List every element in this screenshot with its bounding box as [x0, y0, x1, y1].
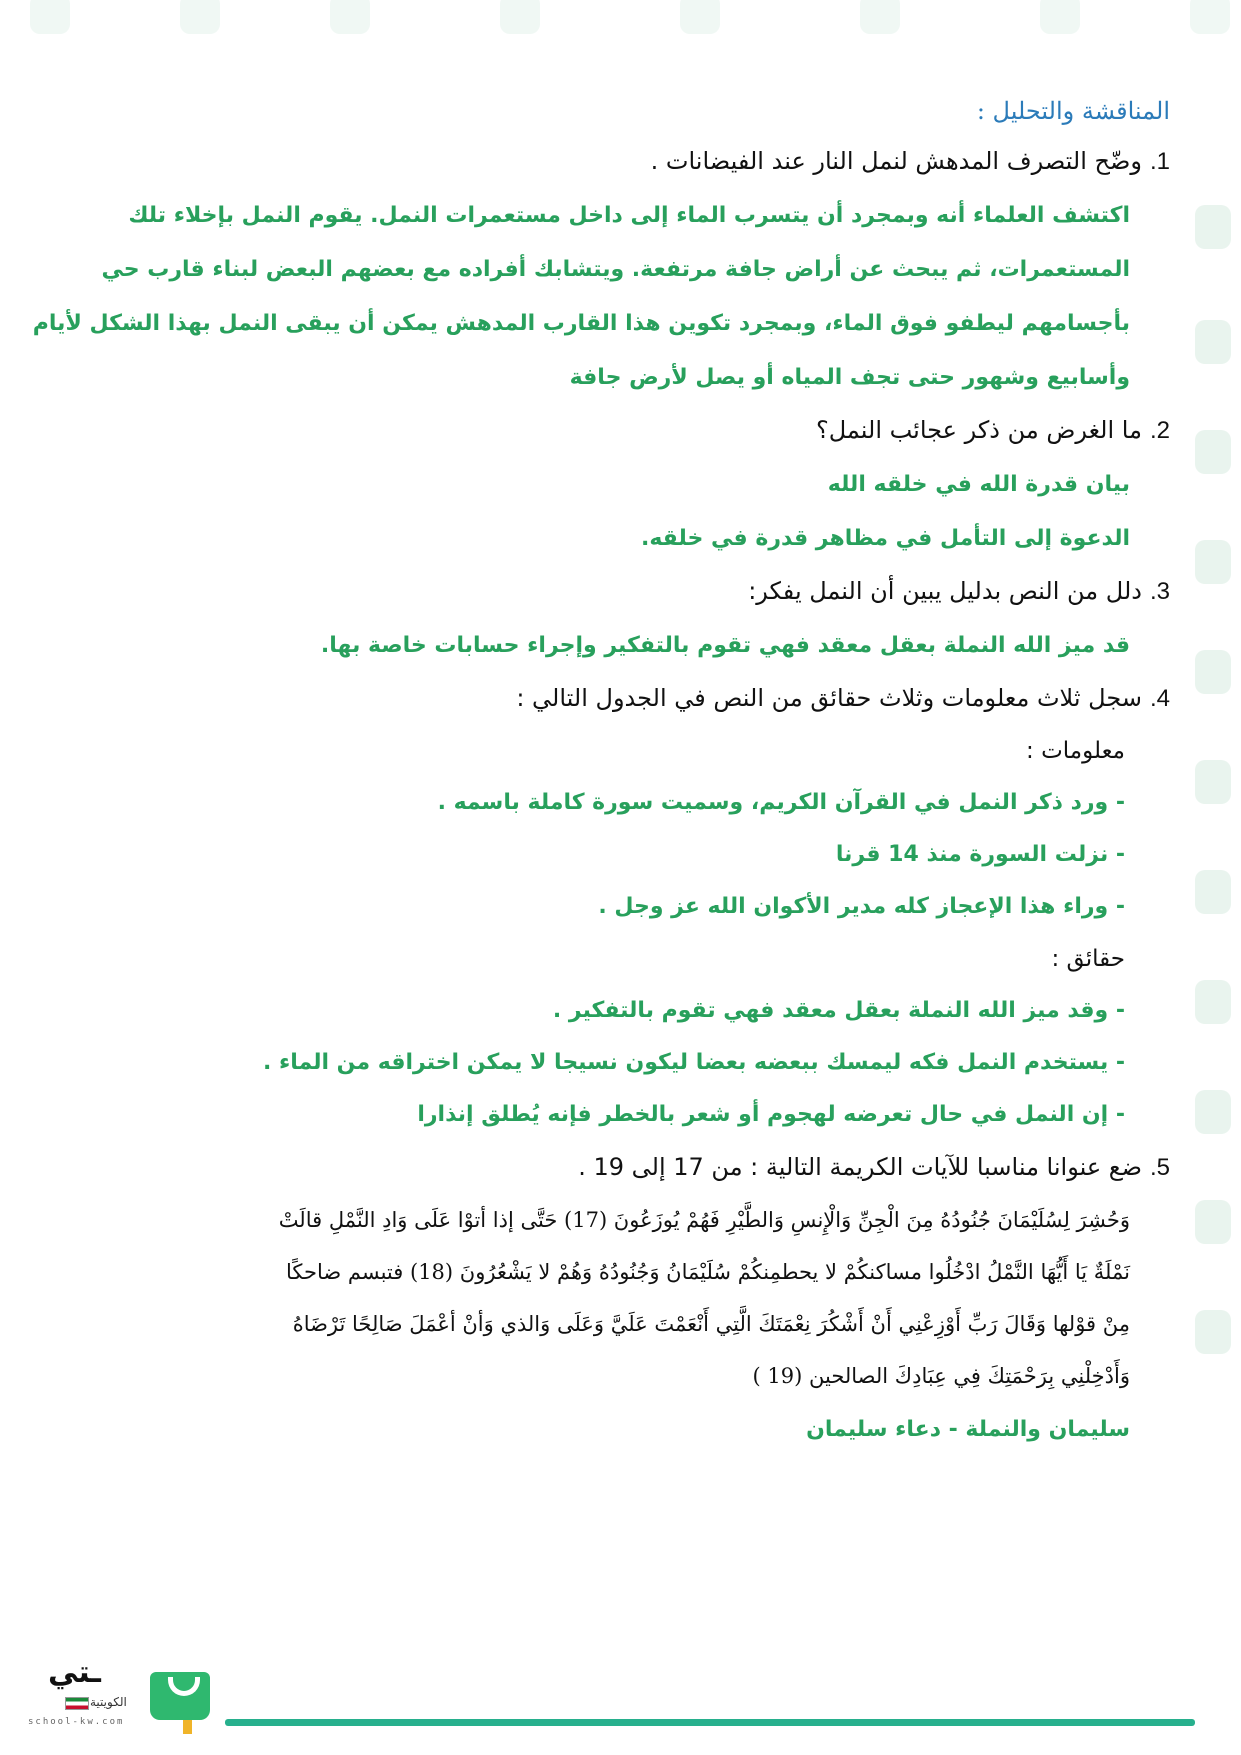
footer-divider	[225, 1719, 1195, 1726]
facts-label: حقائق :	[1051, 946, 1125, 972]
verse-line: وَأَدْخِلْنِي بِرَحْمَتِكَ فِي عِبَادِكَ الصالحين (19 )	[752, 1364, 1130, 1388]
worksheet-content	[32, 95, 1170, 1446]
question-number: 5.	[1149, 1154, 1170, 1181]
watermark-logo-icon	[1195, 1200, 1231, 1244]
top-watermark-strip	[0, 0, 1241, 42]
watermark-logo-icon	[860, 0, 900, 34]
kuwait-flag-icon	[65, 1697, 89, 1710]
bookmark-icon	[183, 1720, 192, 1734]
question-text: سجل ثلاث معلومات وثلاث حقائق من النص في الجدول التالي :	[516, 684, 1142, 712]
question-number: 4.	[1149, 685, 1170, 712]
verse-line: وَحُشِرَ لِسُلَيْمَانَ جُنُودُهُ مِنَ الْجِنِّ وَالْإِنسِ وَالطَّيْرِ فَهُمْ يُوزَعُونَ (17) حَتَّى إذا أتوْا عَلَى وَادِ النَّمْلِ قالَتْ	[278, 1208, 1130, 1232]
watermark-logo-icon	[1195, 760, 1231, 804]
answer-line: وأسابيع وشهور حتى تجف المياه أو يصل لأرض جافة	[569, 365, 1130, 390]
question-3	[80, 575, 1170, 608]
info-label: معلومات :	[1026, 738, 1125, 764]
section-heading: المناقشة والتحليل :	[976, 97, 1170, 125]
watermark-logo-icon	[180, 0, 220, 34]
brand-country: الكويتية	[90, 1695, 127, 1709]
question-text: ما الغرض من ذكر عجائب النمل؟	[815, 416, 1142, 444]
watermark-logo-icon	[1195, 1310, 1231, 1354]
answer-line: الدعوة إلى التأمل في مظاهر قدرة في خلقه.	[640, 526, 1130, 551]
verse-line: مِنْ قوْلها وَقَالَ رَبِّ أَوْزِعْنِي أَنْ أَشْكُرَ نِعْمَتَكَ الَّتِي أَنْعَمْتَ عَلَيَّ وَعَلَى وَالذي وَأنْ أعْمَلَ صَالِحًا تَرْضَاهُ	[292, 1312, 1130, 1336]
footer-logo	[20, 1655, 220, 1750]
watermark-logo-icon	[1040, 0, 1080, 34]
verse-line: نَمْلَةٌ يَا أَيُّهَا النَّمْلُ ادْخُلُوا مساكنكُمْ لا يحطمِنكُمْ سُلَيْمَانُ وَجُنُودُهُ وَهُمْ لا يَشْعُرُونَ (18) فتبسم ضاحكًا	[286, 1260, 1130, 1284]
watermark-logo-icon	[1195, 430, 1231, 474]
watermark-logo-icon	[1190, 0, 1230, 34]
question-text: ضع عنوانا مناسبا للآيات الكريمة التالية : من 17 إلى 19 .	[578, 1153, 1142, 1181]
question-number: 3.	[1149, 578, 1170, 605]
watermark-logo-icon	[330, 0, 370, 34]
brand-url: school-kw.com	[28, 1717, 125, 1727]
brand-text: ـتي	[48, 1655, 101, 1690]
watermark-logo-icon	[1195, 980, 1231, 1024]
answer-line: المستعمرات، ثم يبحث عن أراض جافة مرتفعة. ويتشابك أفراده مع بعضهم البعض لبناء قارب حي	[101, 257, 1130, 282]
answer-line: بيان قدرة الله في خلقه الله	[827, 472, 1130, 497]
answer-line: بأجسامهم ليطفو فوق الماء، وبمجرد تكوين هذا القارب المدهش يمكن أن يبقى النمل بهذا الشكل لأيام	[32, 311, 1130, 336]
watermark-logo-icon	[1195, 540, 1231, 584]
watermark-logo-icon	[1195, 320, 1231, 364]
question-4	[80, 682, 1170, 715]
info-item: - وراء هذا الإعجاز كله مدير الأكوان الله عز وجل .	[598, 894, 1125, 919]
question-5	[80, 1151, 1170, 1184]
fact-item: - وقد ميز الله النملة بعقل معقد فهي تقوم بالتفكير .	[552, 998, 1125, 1023]
answer-line: قد ميز الله النملة بعقل معقد فهي تقوم بالتفكير وإجراء حسابات خاصة بها.	[320, 633, 1130, 658]
question-1	[80, 145, 1170, 178]
watermark-logo-icon	[1195, 650, 1231, 694]
fact-item: - إن النمل في حال تعرضه لهجوم أو شعر بالخطر فإنه يُطلق إنذارا	[417, 1102, 1125, 1127]
answer-line: اكتشف العلماء أنه وبمجرد أن يتسرب الماء إلى داخل مستعمرات النمل. يقوم النمل بإخلاء تلك	[128, 203, 1130, 228]
info-item: - ورد ذكر النمل في القرآن الكريم، وسميت سورة كاملة باسمه .	[437, 790, 1125, 815]
question-text: دلل من النص بدليل يبين أن النمل يفكر:	[748, 577, 1142, 605]
fact-item: - يستخدم النمل فكه ليمسك ببعضه بعضا ليكون نسيجا لا يمكن اختراقه من الماء .	[262, 1050, 1125, 1075]
question-number: 2.	[1149, 417, 1170, 444]
info-item: - نزلت السورة منذ 14 قرنا	[835, 842, 1125, 867]
watermark-logo-icon	[1195, 870, 1231, 914]
watermark-logo-icon	[1195, 1090, 1231, 1134]
answer-line: سليمان والنملة - دعاء سليمان	[806, 1417, 1130, 1442]
question-text: وضّح التصرف المدهش لنمل النار عند الفيضانات .	[650, 147, 1142, 175]
question-2	[80, 414, 1170, 447]
watermark-logo-icon	[30, 0, 70, 34]
watermark-logo-icon	[680, 0, 720, 34]
watermark-logo-icon	[1195, 205, 1231, 249]
watermark-logo-icon	[500, 0, 540, 34]
question-number: 1.	[1149, 148, 1170, 175]
